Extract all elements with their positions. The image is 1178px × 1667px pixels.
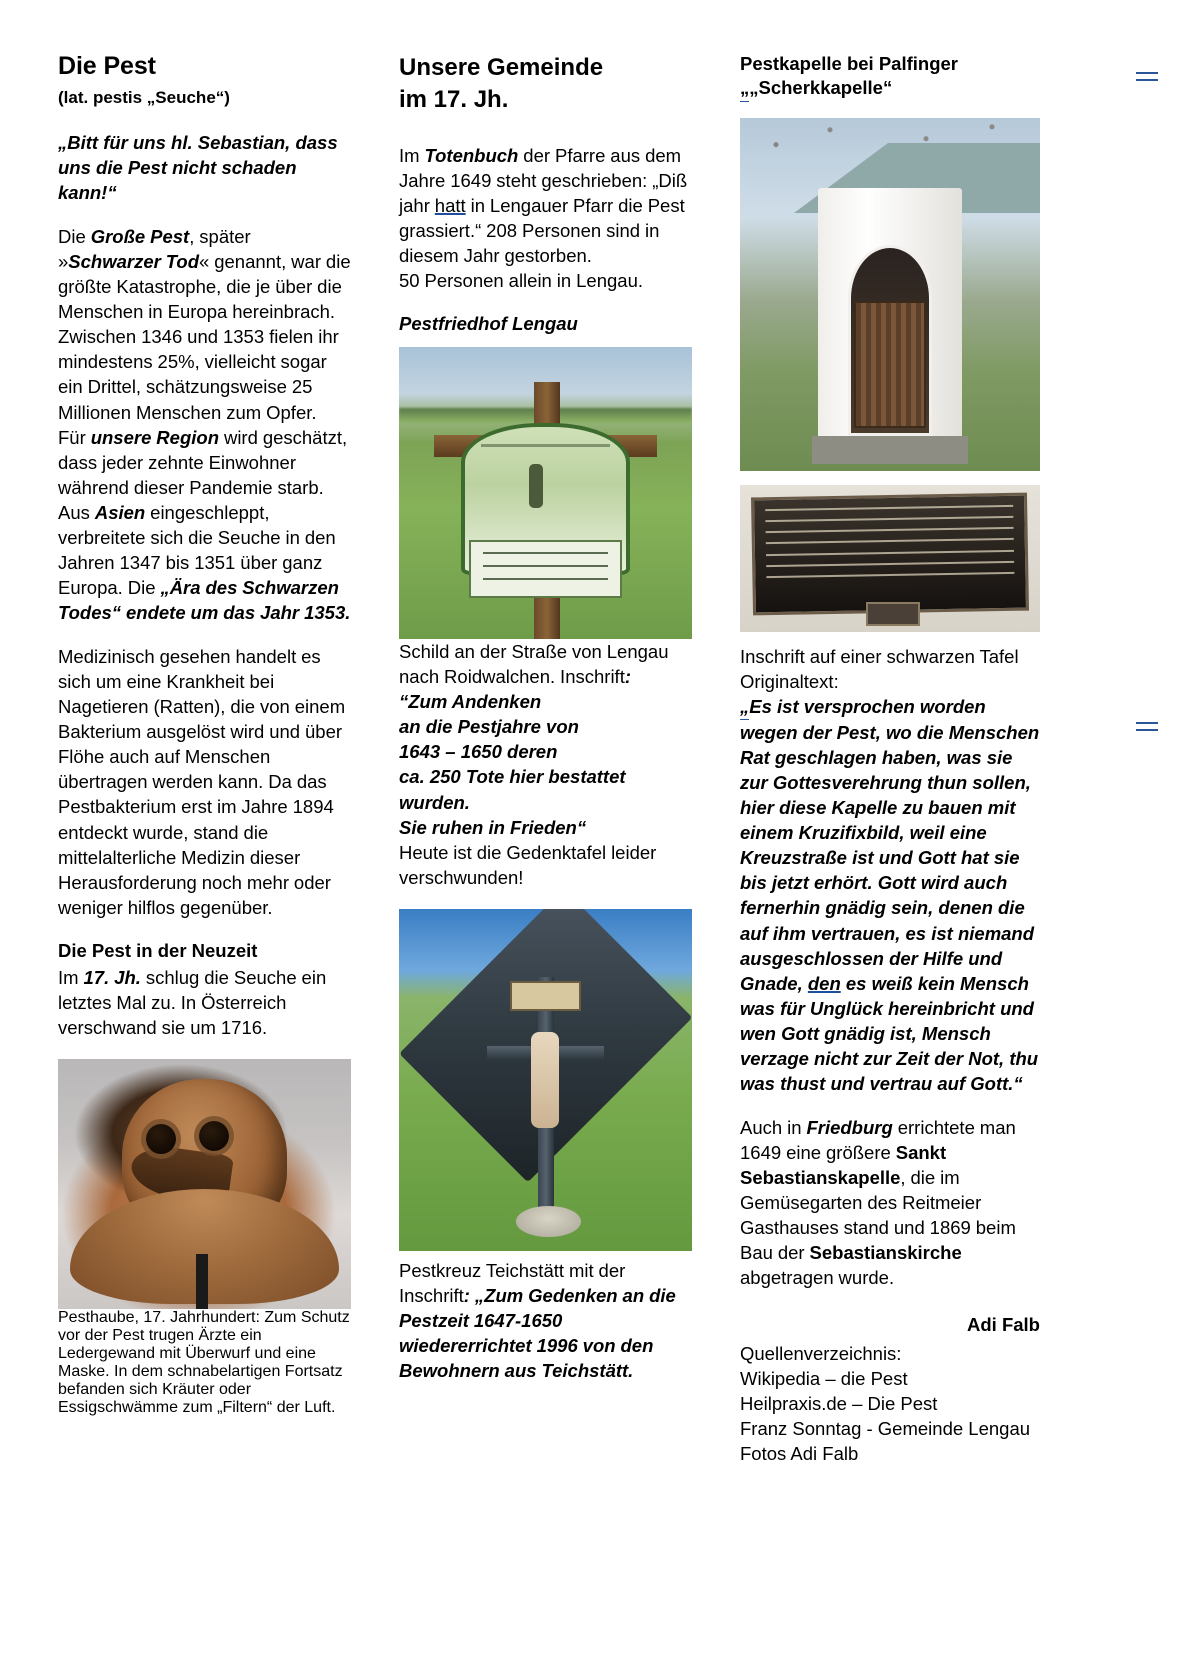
hood-eye-right [199,1121,229,1151]
quote-close-mark: “ [1013,1072,1023,1094]
caption-plague-hood: Pesthaube, 17. Jahrhundert: Zum Schutz vor der Pest trugen Ärzte ein Ledergewand mit Überwurf und eine Maske. In dem schnabelartigen Fortsatz befanden sich Kräuter oder Essigschwämme zum „Filtern“ der Luft. [58,1308,350,1416]
tablet-bottom-badge [866,602,920,626]
hood-display-stand [196,1254,208,1309]
title-line-1: Pestkapelle bei Palfinger [740,53,958,74]
column3-title [740,52,1040,102]
tablet-text-line [765,505,1013,511]
inscription-line: an die Pestjahre von [399,716,579,738]
title-line-2: „Scherkkapelle“ [749,77,893,99]
tablet-text-line [766,549,1014,555]
tablet-text-line [766,538,1014,544]
figure-tablet [740,485,1040,632]
text-run: wird geschätzt, dass jeder zehnte Einwohner während dieser Pandemie starb. Aus [58,426,348,523]
photo-scherkkapelle [740,118,1040,471]
paragraph-medical: Medizinisch gesehen handelt es sich um eine Krankheit bei Nagetieren (Ratten), die von einem Bakterium ausgelöst wird und über Flöhe auch auf Menschen übertragen werden kann. Da das Pestbakterium erst im Jahre 1894 entdeckt wurde, stand die mittelalterliche Medizin dieser Herausforderung noch mehr oder weniger hilflos gegenüber. [58,646,346,918]
tablet-text-line [765,527,1013,533]
title-line-1: Unsere Gemeinde [399,54,604,81]
emphasis-unsere-region: unsere Region [90,426,220,448]
tablet-intro [740,644,1040,694]
caption-sign-outro: Heute ist die Gedenktafel leider verschwunden! [399,841,657,888]
quote-open-mark: „ [740,694,749,720]
three-column-layout [58,52,1120,1467]
source-item: Wikipedia – die Pest [740,1368,908,1390]
caption-cross-quote: „Zum Gedenken an die Pestzeit 1647-1650 wiedererrichtet 1996 von den Bewohnern aus Teichstätt. [399,1284,676,1381]
text-run: errichtete man 1649 eine größere [740,1116,1016,1163]
text-run: Auch in [740,1116,807,1138]
prayer-quote: „Bitt für uns hl. Sebastian, dass uns die Pest nicht schaden kann!“ [58,131,338,204]
emphasis-aera-schwarzen-todes: „Ära des Schwarzen Todes“ endete um das Jahr 1353. [58,576,351,624]
tablet-black-plate [751,493,1029,615]
sources-heading: Quellenverzeichnis: [740,1343,902,1365]
figure-pest-sign [399,347,692,639]
revision-mark-middle [1136,722,1158,731]
sign-memorial-plate [469,540,621,598]
spellcheck-underline-den: den [807,972,841,994]
source-item: Fotos Adi Falb [740,1442,859,1464]
colon-mark: : [463,1284,470,1306]
page-subtitle: (lat. pestis „Seuche“) [58,87,230,107]
inscription-line: wurden. [399,791,470,813]
cross-stone-base [516,1206,580,1237]
emphasis-sebastianskirche: Sebastianskirche [809,1242,962,1264]
text-run: Für [58,426,91,448]
heading-pest-neuzeit: Die Pest in der Neuzeit [58,939,258,961]
emphasis-grosse-pest: Große Pest [90,226,190,248]
emphasis-17-jh: 17. Jh. [83,966,141,988]
paragraph-neuzeit [58,965,351,1040]
text-run: , die im Gemüsegarten des Reitmeier Gasthauses stand und 1869 beim Bau der [740,1167,1016,1264]
tablet-original-quote [740,694,1040,1096]
text-run: Im [58,966,84,988]
tablet-intro-line: Originaltext: [740,670,839,692]
column-die-pest [58,52,351,1417]
source-item: Franz Sonntag - Gemeinde Lengau [740,1418,1031,1439]
photo-black-tablet [740,485,1040,632]
text-run: es weiß kein Mensch was für Unglück hereinbricht und wen Gott gnädig ist, Mensch verzage nicht zur Zeit der Not, thu was thust und vertrau auf Gott. [740,972,1039,1094]
quote-open-mark: „ [740,76,749,101]
hood-eye-left [146,1124,176,1154]
cross-inscription-plaque [510,981,580,1012]
caption-cross [399,1258,692,1383]
chapel-stone-base [812,436,968,464]
text-run: 50 Personen allein in Lengau. [399,270,643,292]
chapel-wooden-gate [854,301,926,428]
emphasis-schwarzer-tod: Schwarzer Tod [68,251,199,273]
emphasis-totenbuch: Totenbuch [424,144,519,166]
text-run: abgetragen wurde. [740,1267,895,1289]
text-run: der Pfarre aus dem Jahre 1649 steht geschrieben: „Diß jahr [399,144,688,216]
colon-mark: : [624,666,631,688]
source-item: Heilpraxis.de – Die Pest [740,1393,938,1415]
photo-pest-sign [399,347,692,639]
inscription-line: ca. 250 Tote hier bestattet [399,766,626,788]
inscription-line: 1643 – 1650 deren [399,741,558,763]
text-run: in Lengauer Pfarr die Pest grassiert.“ 208 Personen sind in diesem Jahr gestorben. [399,194,685,267]
heading-pestfriedhof-lengau: Pestfriedhof Lengau [399,313,578,335]
text-run: Schild an der Straße von Lengau nach Roidwalchen. Inschrift [399,641,669,688]
inscription-line: “Zum Andenken [399,691,542,713]
page-title: Die Pest [58,52,156,80]
text-run: schlug die Seuche ein letztes Mal zu. In Österreich verschwand sie um 1716. [58,966,327,1038]
paragraph-totenbuch [399,143,692,293]
text-run: Im [399,144,425,166]
caption-sign-intro [399,639,692,689]
sign-plate-line [483,578,608,581]
figure-pest-cross [399,909,692,1251]
text-run: Die [58,226,91,248]
emphasis-friedburg: Friedburg [806,1116,893,1138]
column-unsere-gemeinde [399,52,692,1383]
figure-chapel [740,118,1040,471]
column2-title [399,52,692,117]
figure-plague-hood [58,1059,351,1417]
emphasis-sankt-sebastianskapelle: Sankt Sebastianskapelle [740,1142,947,1189]
spellcheck-underline-hatt: hatt [434,194,466,216]
text-run: Pestkreuz Teichstätt mit der Inschrift [399,1259,626,1306]
sign-plate-line [483,565,608,568]
text-run: « genannt, war die größte Katastrophe, die je über die Menschen in Europa hereinbrach. Zwischen 1346 und 1353 fielen ihr mindestens 25%, vielleicht sogar ein Drittel, schätzungsweise 25 Millionen Menschen zum Opfer. [58,251,351,423]
tablet-text-line [766,561,1014,567]
text-run: , später » [58,226,251,273]
cross-corpus-figure [531,1032,559,1128]
author-signature: Adi Falb [967,1314,1040,1336]
sign-plate-line [483,552,608,555]
paragraph-great-plague [58,224,351,625]
column-pestkapelle [740,52,1040,1467]
inscription-line: Sie ruhen in Frieden“ [399,816,587,838]
inscription-sign [399,689,692,839]
photo-pest-cross [399,909,692,1251]
tablet-text-line [765,516,1013,522]
sources-list [740,1342,1040,1466]
tablet-text-line [766,572,1014,578]
text-run: Es ist versprochen worden wegen der Pest, wo die Menschen Rat geschlagen haben, was sie zur Gottesverehrung thun sollen, hier diese Kapelle zu bauen mit einem Kruzifixbild, weil eine Kreuzstraße ist und Gott hat sie bis jetzt erhört. Gott wird auch fernerhin gnädig sein, denen die auf ihm vertrauen, es ist niemand ausgeschlossen der Hilfe und Gnade, [740,695,1040,994]
revision-mark-top [1136,72,1158,81]
tablet-intro-line: Inschrift auf einer schwarzen Tafel [740,645,1019,667]
paragraph-friedburg [740,1115,1040,1290]
emphasis-asien: Asien [94,501,146,523]
sign-board-text-line [481,444,611,447]
photo-plague-hood [58,1059,351,1309]
sign-board-saint-figure [529,464,543,508]
text-run: eingeschleppt, verbreitete sich die Seuche in den Jahren 1347 bis 1351 über ganz Europa. Die [58,501,336,598]
title-line-2: im 17. Jh. [399,86,509,114]
